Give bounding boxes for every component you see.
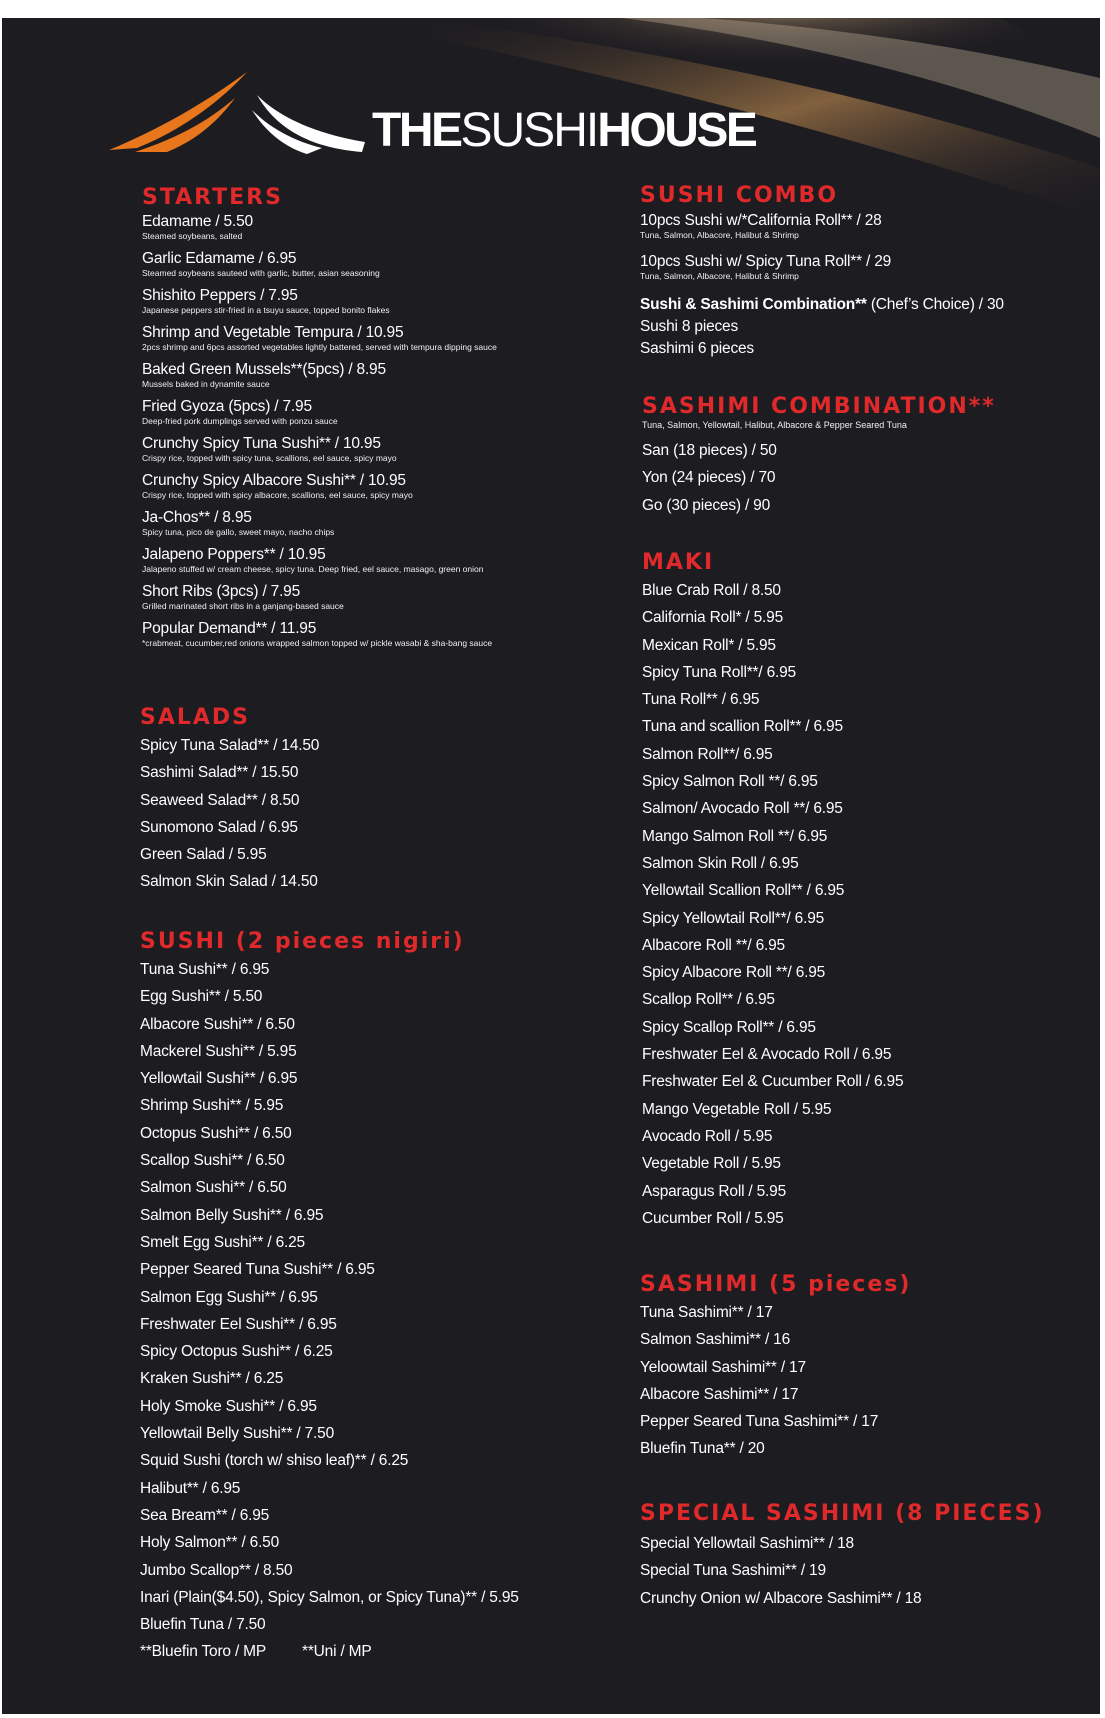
menu-item <box>142 435 497 469</box>
menu-item <box>640 253 1004 281</box>
brand-part-sushi: SUSHI <box>460 104 598 157</box>
menu-item: Asparagus Roll / 5.95 <box>642 1182 786 1200</box>
menu-item: Octopus Sushi** / 6.50 <box>140 1124 292 1142</box>
menu-item: Tuna Sashimi** / 17 <box>640 1304 773 1321</box>
menu-item: Pepper Seared Tuna Sushi** / 6.95 <box>140 1261 375 1279</box>
sushi-title: SUSHI (2 pieces nigiri) <box>140 929 465 954</box>
item-description: Crispy rice, topped with spicy albacore, scallions, eel sauce, spicy mayo <box>142 490 413 500</box>
menu-item: Yellowtail Scallion Roll** / 6.95 <box>642 882 845 900</box>
sushi-last-line <box>140 1638 519 1665</box>
item-description: *crabmeat, cucumber,red onions wrapped salmon topped w/ pickle wasabi & sha-bang sauce <box>142 638 493 648</box>
menu-item: Salmon Skin Salad / 14.50 <box>140 873 318 891</box>
menu-item <box>142 546 497 580</box>
item-description: Grilled marinated short ribs in a ganjang-based sauce <box>142 601 344 611</box>
brand-logo <box>372 106 755 156</box>
starters-list <box>142 213 497 654</box>
menu-item: Scallop Roll** / 6.95 <box>642 991 775 1009</box>
menu-item: Jumbo Scallop** / 8.50 <box>140 1561 293 1579</box>
menu-item <box>142 509 497 543</box>
item-name: Garlic Edamame / 6.95 <box>142 250 297 267</box>
menu-item: Squid Sushi (torch w/ shiso leaf)** / 6.25 <box>140 1452 409 1470</box>
item-name: Shishito Peppers / 7.95 <box>142 287 298 304</box>
menu-item: Cucumber Roll / 5.95 <box>642 1209 784 1227</box>
menu-item: Yellowtail Sushi** / 6.95 <box>140 1070 298 1088</box>
menu-item: Yon (24 pieces) / 70 <box>642 469 776 487</box>
sushi-list <box>140 956 519 1638</box>
menu-item <box>142 398 497 432</box>
salads-title: SALADS <box>140 705 251 730</box>
menu-item: Spicy Salmon Roll **/ 6.95 <box>642 773 818 791</box>
item-name: Fried Gyoza (5pcs) / 7.95 <box>142 398 312 415</box>
menu-item: Shrimp Sushi** / 5.95 <box>140 1097 284 1115</box>
menu-item: Spicy Octopus Sushi** / 6.25 <box>140 1343 333 1361</box>
menu-item: Albacore Roll **/ 6.95 <box>642 936 785 954</box>
item-description: Steamed soybeans sauteed with garlic, butter, asian seasoning <box>142 268 380 278</box>
menu-item: Scallop Sushi** / 6.50 <box>140 1152 285 1170</box>
menu-item: Halibut** / 6.95 <box>140 1479 241 1497</box>
menu-item: Salmon Skin Roll / 6.95 <box>642 854 799 872</box>
menu-item: Yeloowtail Sashimi** / 17 <box>640 1358 806 1376</box>
maki-section <box>642 551 903 1232</box>
combination-name: Sushi & Sashimi Combination** <box>640 296 867 313</box>
combination-sashimi-count: Sashimi 6 pieces <box>640 340 754 357</box>
menu-item: Sashimi Salad** / 15.50 <box>140 764 299 782</box>
menu-page <box>2 18 1100 1714</box>
brand-part-the: THE <box>372 104 461 157</box>
sushi-sashimi-combination <box>640 294 1004 316</box>
menu-item: Salmon Egg Sushi** / 6.95 <box>140 1288 318 1306</box>
special-sashimi-list <box>640 1530 1045 1612</box>
menu-item: Albacore Sashimi** / 17 <box>640 1385 799 1403</box>
menu-item: Mango Salmon Roll **/ 6.95 <box>642 827 828 845</box>
sushi-section <box>140 930 519 1666</box>
menu-item: Green Salad / 5.95 <box>140 846 267 864</box>
menu-item: Spicy Yellowtail Roll**/ 6.95 <box>642 909 825 927</box>
item-description: Mussels baked in dynamite sauce <box>142 379 270 389</box>
menu-item: Sea Bream** / 6.95 <box>140 1506 270 1524</box>
menu-item <box>640 212 1004 240</box>
item-name: Popular Demand** / 11.95 <box>142 620 317 637</box>
menu-item: Sunomono Salad / 6.95 <box>140 818 298 836</box>
sashimi-title: SASHIMI (5 pieces) <box>640 1272 912 1297</box>
maki-title: MAKI <box>642 550 715 575</box>
menu-item: Pepper Seared Tuna Sashimi** / 17 <box>640 1413 879 1431</box>
item-name: Short Ribs (3pcs) / 7.95 <box>142 583 301 600</box>
menu-item: Inari (Plain($4.50), Spicy Salmon, or Spicy Tuna)** / 5.95 <box>140 1588 519 1606</box>
menu-item: Freshwater Eel & Cucumber Roll / 6.95 <box>642 1073 904 1091</box>
menu-item: Bluefin Tuna / 7.50 <box>140 1616 266 1634</box>
menu-item: Special Yellowtail Sashimi** / 18 <box>640 1535 854 1552</box>
item-name: Edamame / 5.50 <box>142 213 253 230</box>
combination-price: (Chef’s Choice) / 30 <box>866 296 1004 313</box>
menu-item: Tuna and scallion Roll** / 6.95 <box>642 718 843 736</box>
item-name: Crunchy Spicy Albacore Sushi** / 10.95 <box>142 472 406 489</box>
item-description: Tuna, Salmon, Albacore, Halibut & Shrimp <box>640 271 799 281</box>
menu-item: Holy Salmon** / 6.50 <box>140 1534 280 1552</box>
sashimi-combination-title: SASHIMI COMBINATION** <box>642 394 996 419</box>
menu-item: Albacore Sushi** / 6.50 <box>140 1015 295 1033</box>
menu-item <box>142 620 497 654</box>
menu-item: Seaweed Salad** / 8.50 <box>140 791 300 809</box>
menu-item <box>142 324 497 358</box>
menu-item <box>142 287 497 321</box>
menu-item: Freshwater Eel Sushi** / 6.95 <box>140 1315 337 1333</box>
salads-section <box>140 706 319 896</box>
menu-item: Mackerel Sushi** / 5.95 <box>140 1042 297 1060</box>
salads-list <box>140 732 319 896</box>
menu-item: Special Tuna Sashimi** / 19 <box>640 1562 826 1580</box>
sushi-combo-title: SUSHI COMBO <box>640 183 839 208</box>
logo-swoosh-icon <box>107 70 367 158</box>
menu-item: Yellowtail Belly Sushi** / 7.50 <box>140 1425 334 1443</box>
menu-item: Spicy Albacore Roll **/ 6.95 <box>642 964 826 982</box>
item-description: Deep-fried pork dumplings served with ponzu sauce <box>142 416 338 426</box>
item-name: Shrimp and Vegetable Tempura / 10.95 <box>142 324 404 341</box>
bluefin-toro-item: **Bluefin Toro / MP <box>140 1643 267 1661</box>
item-name: Jalapeno Poppers** / 10.95 <box>142 546 326 563</box>
menu-item: Crunchy Onion w/ Albacore Sashimi** / 18 <box>640 1589 922 1607</box>
sushi-combo-list <box>640 212 1004 281</box>
menu-item: Bluefin Tuna** / 20 <box>640 1440 765 1458</box>
item-description: Steamed soybeans, salted <box>142 231 243 241</box>
menu-item <box>142 213 497 247</box>
menu-item: Mexican Roll* / 5.95 <box>642 636 776 654</box>
item-name: Ja-Chos** / 8.95 <box>142 509 252 526</box>
menu-item <box>142 583 497 617</box>
menu-item: Go (30 pieces) / 90 <box>642 496 771 514</box>
menu-item: California Roll* / 5.95 <box>642 609 784 627</box>
menu-item: Tuna Sushi** / 6.95 <box>140 961 270 978</box>
item-name: Crunchy Spicy Tuna Sushi** / 10.95 <box>142 435 381 452</box>
menu-item: Salmon Roll**/ 6.95 <box>642 745 773 763</box>
item-name: 10pcs Sushi w/*California Roll** / 28 <box>640 212 882 229</box>
menu-item: Freshwater Eel & Avocado Roll / 6.95 <box>642 1046 892 1064</box>
sashimi-combination-list <box>642 437 996 519</box>
item-description: Tuna, Salmon, Albacore, Halibut & Shrimp <box>640 230 799 240</box>
item-description: 2pcs shrimp and 6pcs assorted vegetables lightly battered, served with tempura dipping sauce <box>142 342 497 352</box>
menu-item: Holy Smoke Sushi** / 6.95 <box>140 1397 317 1415</box>
menu-item: Tuna Roll** / 6.95 <box>642 691 760 709</box>
item-description: Japanese peppers stir-fried in a tsuyu sauce, topped bonito flakes <box>142 305 390 315</box>
brand-part-house: HOUSE <box>597 104 756 157</box>
special-sashimi-title: SPECIAL SASHIMI (8 PIECES) <box>640 1501 1045 1526</box>
menu-item: Salmon Sashimi** / 16 <box>640 1331 791 1349</box>
menu-item: Egg Sushi** / 5.50 <box>140 988 263 1006</box>
combination-sushi-count: Sushi 8 pieces <box>640 318 739 335</box>
item-description: Crispy rice, topped with spicy tuna, scallions, eel sauce, spicy mayo <box>142 453 397 463</box>
menu-item: Spicy Scallop Roll** / 6.95 <box>642 1018 816 1036</box>
menu-item <box>142 472 497 506</box>
special-sashimi-section <box>640 1502 1045 1612</box>
item-description: Jalapeno stuffed w/ cream cheese, spicy tuna. Deep fried, eel sauce, masago, green onion <box>142 564 484 574</box>
item-name: 10pcs Sushi w/ Spicy Tuna Roll** / 29 <box>640 253 892 270</box>
menu-item <box>142 250 497 284</box>
starters-title: STARTERS <box>142 185 283 210</box>
menu-item <box>142 361 497 395</box>
sashimi-combination-section <box>642 395 996 519</box>
menu-item: Spicy Tuna Salad** / 14.50 <box>140 737 320 754</box>
menu-item: San (18 pieces) / 50 <box>642 442 777 459</box>
uni-item: **Uni / MP <box>302 1643 372 1661</box>
menu-item: Vegetable Roll / 5.95 <box>642 1155 781 1173</box>
sushi-combo-section <box>640 184 1004 360</box>
menu-item: Salmon/ Avocado Roll **/ 6.95 <box>642 800 843 818</box>
menu-item: Kraken Sushi** / 6.25 <box>140 1370 284 1388</box>
item-description: Spicy tuna, pico de gallo, sweet mayo, nacho chips <box>142 527 335 537</box>
menu-item: Avocado Roll / 5.95 <box>642 1127 773 1145</box>
menu-item: Salmon Belly Sushi** / 6.95 <box>140 1206 324 1224</box>
item-name: Baked Green Mussels**(5pcs) / 8.95 <box>142 361 386 378</box>
menu-item: Salmon Sushi** / 6.50 <box>140 1179 287 1197</box>
menu-item: Mango Vegetable Roll / 5.95 <box>642 1100 832 1118</box>
menu-item: Smelt Egg Sushi** / 6.25 <box>140 1233 305 1251</box>
menu-item: Blue Crab Roll / 8.50 <box>642 582 781 599</box>
menu-item: Spicy Tuna Roll**/ 6.95 <box>642 663 796 681</box>
sashimi-list <box>640 1299 911 1463</box>
starters-section <box>142 186 497 654</box>
maki-list <box>642 577 903 1232</box>
sashimi-section <box>640 1273 911 1463</box>
sashimi-combination-note: Tuna, Salmon, Yellowtail, Halibut, Albacore & Pepper Seared Tuna <box>642 420 907 430</box>
